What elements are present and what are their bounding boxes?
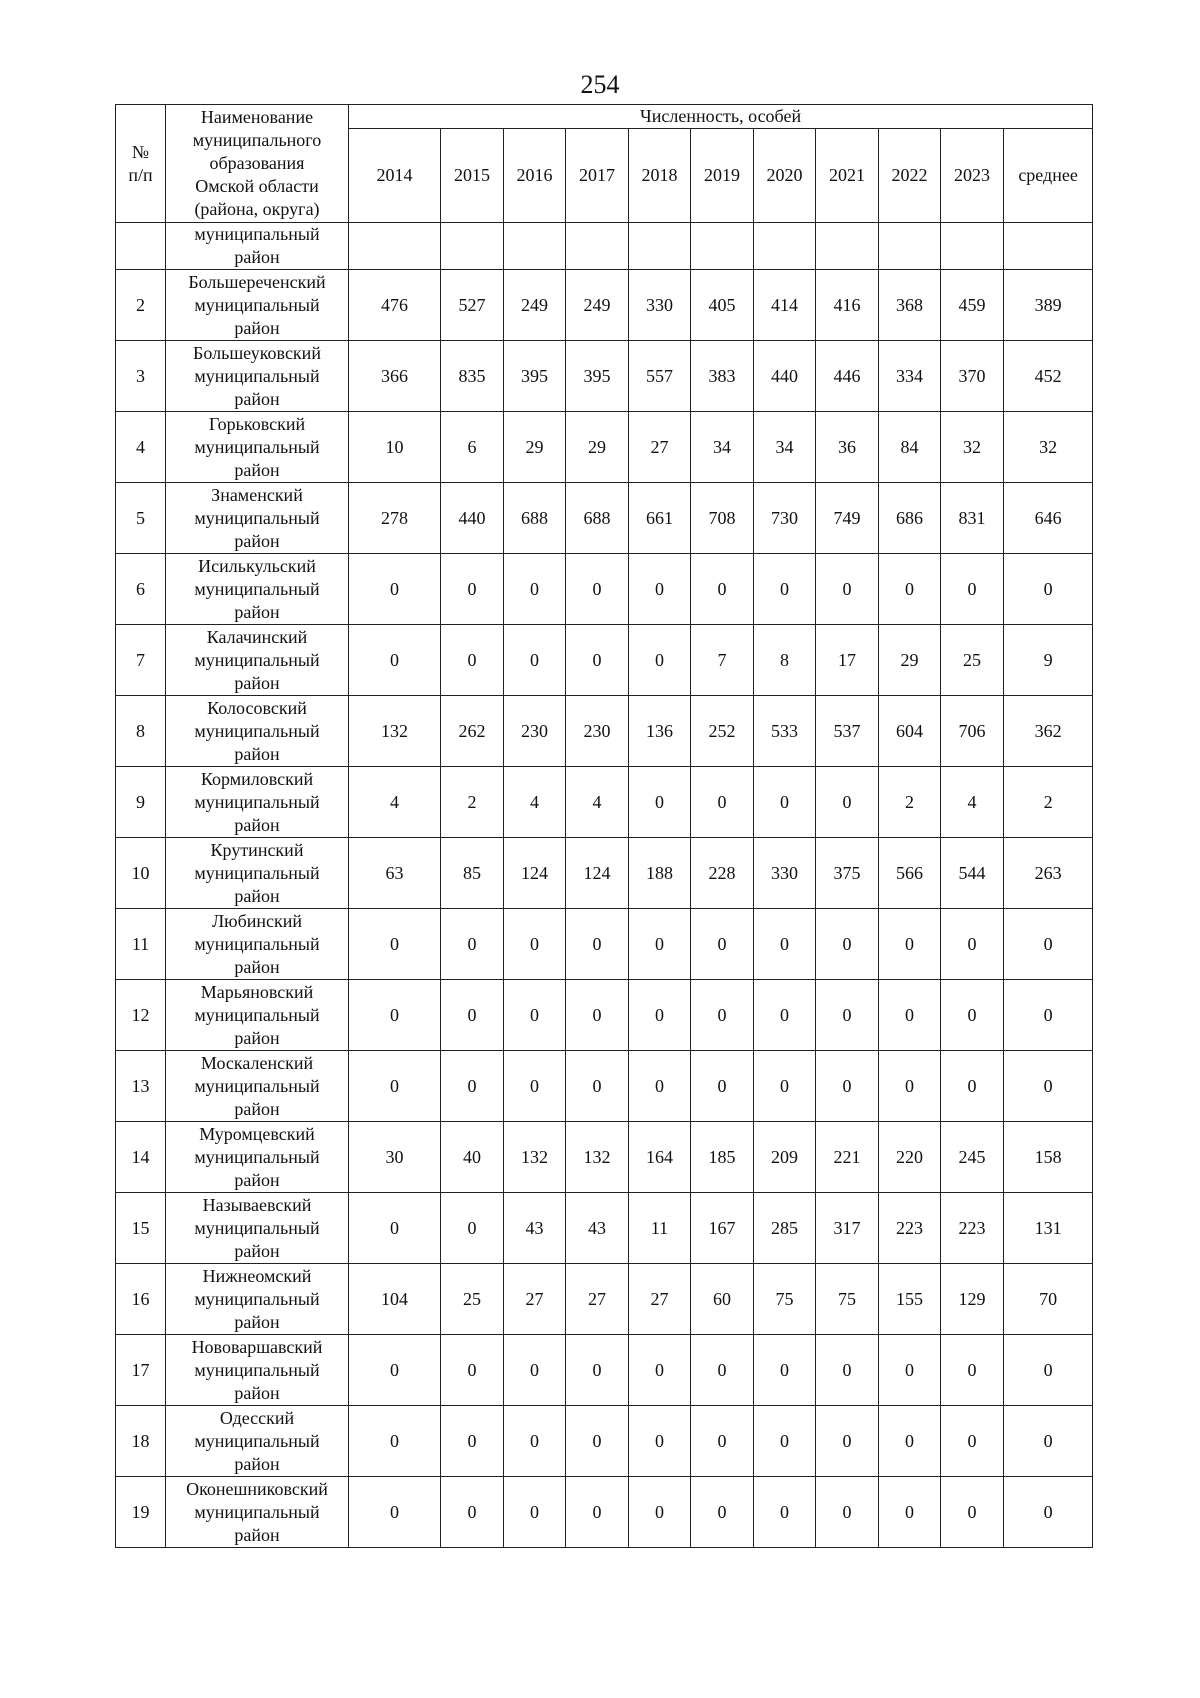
row-value: 0 <box>629 625 691 696</box>
row-num: 16 <box>116 1264 166 1335</box>
row-value: 0 <box>816 909 879 980</box>
row-value: 43 <box>504 1193 566 1264</box>
row-value: 278 <box>349 483 441 554</box>
row-value: 416 <box>816 270 879 341</box>
row-value: 60 <box>691 1264 754 1335</box>
row-value: 330 <box>754 838 816 909</box>
header-year: среднее <box>1004 129 1093 223</box>
row-value: 0 <box>816 554 879 625</box>
row-name: Колосовский муниципальный район <box>166 696 349 767</box>
table-row <box>116 696 1093 767</box>
row-value: 317 <box>816 1193 879 1264</box>
row-num: 11 <box>116 909 166 980</box>
row-value: 2 <box>879 767 941 838</box>
row-value: 0 <box>441 554 504 625</box>
row-value: 27 <box>504 1264 566 1335</box>
header-year: 2016 <box>504 129 566 223</box>
row-value: 249 <box>504 270 566 341</box>
row-value: 0 <box>349 1406 441 1477</box>
row-value: 9 <box>1004 625 1093 696</box>
row-value: 0 <box>691 909 754 980</box>
row-value <box>629 223 691 270</box>
row-value: 0 <box>754 1051 816 1122</box>
row-value: 0 <box>441 980 504 1051</box>
row-value: 0 <box>941 909 1004 980</box>
header-year: 2020 <box>754 129 816 223</box>
row-value: 0 <box>1004 909 1093 980</box>
population-table <box>115 104 1093 1548</box>
row-value: 0 <box>941 1335 1004 1406</box>
header-year: 2017 <box>566 129 629 223</box>
row-value: 0 <box>816 980 879 1051</box>
row-value: 124 <box>504 838 566 909</box>
row-value: 0 <box>691 1051 754 1122</box>
row-value: 131 <box>1004 1193 1093 1264</box>
table-row <box>116 980 1093 1051</box>
row-value: 29 <box>566 412 629 483</box>
page-number: 254 <box>580 70 620 99</box>
row-num: 3 <box>116 341 166 412</box>
row-value: 557 <box>629 341 691 412</box>
row-value: 136 <box>629 696 691 767</box>
row-value: 0 <box>349 554 441 625</box>
row-value: 0 <box>566 625 629 696</box>
row-value: 0 <box>441 1051 504 1122</box>
row-value: 0 <box>629 1477 691 1548</box>
row-value: 0 <box>566 1406 629 1477</box>
row-value: 537 <box>816 696 879 767</box>
row-value: 221 <box>816 1122 879 1193</box>
row-value: 405 <box>691 270 754 341</box>
row-value: 252 <box>691 696 754 767</box>
row-value: 0 <box>941 980 1004 1051</box>
row-name: Москаленский муниципальный район <box>166 1051 349 1122</box>
row-value: 661 <box>629 483 691 554</box>
row-value: 0 <box>941 1051 1004 1122</box>
row-value: 0 <box>879 1051 941 1122</box>
row-value: 0 <box>941 1477 1004 1548</box>
row-value: 0 <box>504 980 566 1051</box>
row-value: 330 <box>629 270 691 341</box>
row-value: 0 <box>629 554 691 625</box>
row-num: 15 <box>116 1193 166 1264</box>
header-row-top <box>116 105 1093 129</box>
row-value: 375 <box>816 838 879 909</box>
row-value: 730 <box>754 483 816 554</box>
row-name: Называевский муниципальный район <box>166 1193 349 1264</box>
table-row <box>116 1193 1093 1264</box>
row-value: 155 <box>879 1264 941 1335</box>
row-value: 30 <box>349 1122 441 1193</box>
table-row <box>116 1051 1093 1122</box>
row-value: 25 <box>441 1264 504 1335</box>
row-value: 164 <box>629 1122 691 1193</box>
row-num: 4 <box>116 412 166 483</box>
table-row <box>116 1477 1093 1548</box>
row-value: 362 <box>1004 696 1093 767</box>
row-name: Горьковский муниципальный район <box>166 412 349 483</box>
row-value: 0 <box>566 1335 629 1406</box>
continuation-row <box>116 223 1093 270</box>
table-row <box>116 270 1093 341</box>
row-value: 0 <box>349 625 441 696</box>
row-value: 32 <box>941 412 1004 483</box>
row-value: 0 <box>754 1335 816 1406</box>
row-value: 185 <box>691 1122 754 1193</box>
row-value: 0 <box>691 1335 754 1406</box>
row-value: 129 <box>941 1264 1004 1335</box>
row-value: 0 <box>629 1051 691 1122</box>
header-year: 2023 <box>941 129 1004 223</box>
row-value <box>1004 223 1093 270</box>
table-row <box>116 838 1093 909</box>
row-value: 4 <box>941 767 1004 838</box>
row-name: Марьяновский муниципальный район <box>166 980 349 1051</box>
row-value: 75 <box>816 1264 879 1335</box>
row-value: 0 <box>879 909 941 980</box>
row-value <box>691 223 754 270</box>
row-name: Кормиловский муниципальный район <box>166 767 349 838</box>
row-value: 0 <box>629 1335 691 1406</box>
row-num <box>116 223 166 270</box>
row-value: 414 <box>754 270 816 341</box>
row-value: 4 <box>504 767 566 838</box>
row-num: 2 <box>116 270 166 341</box>
row-value: 132 <box>566 1122 629 1193</box>
row-value: 749 <box>816 483 879 554</box>
row-value: 84 <box>879 412 941 483</box>
row-value: 0 <box>566 1477 629 1548</box>
header-group: Численность, особей <box>349 105 1093 129</box>
row-value: 32 <box>1004 412 1093 483</box>
row-num: 19 <box>116 1477 166 1548</box>
row-value: 0 <box>566 980 629 1051</box>
row-value: 527 <box>441 270 504 341</box>
row-name: муниципальный район <box>166 223 349 270</box>
row-value: 366 <box>349 341 441 412</box>
row-value: 452 <box>1004 341 1093 412</box>
table-row <box>116 1406 1093 1477</box>
row-value: 0 <box>691 1477 754 1548</box>
row-value: 0 <box>1004 980 1093 1051</box>
row-value: 27 <box>629 1264 691 1335</box>
row-value: 0 <box>566 1051 629 1122</box>
row-value: 245 <box>941 1122 1004 1193</box>
row-num: 8 <box>116 696 166 767</box>
row-value: 0 <box>504 554 566 625</box>
header-year: 2022 <box>879 129 941 223</box>
row-value: 0 <box>504 1051 566 1122</box>
row-value: 75 <box>754 1264 816 1335</box>
row-value: 0 <box>691 767 754 838</box>
row-num: 6 <box>116 554 166 625</box>
row-name: Любинский муниципальный район <box>166 909 349 980</box>
row-value <box>441 223 504 270</box>
row-value: 262 <box>441 696 504 767</box>
row-value: 0 <box>349 1335 441 1406</box>
row-value: 0 <box>504 1335 566 1406</box>
row-value: 0 <box>349 1477 441 1548</box>
row-name: Калачинский муниципальный район <box>166 625 349 696</box>
row-value <box>816 223 879 270</box>
row-value: 0 <box>566 554 629 625</box>
row-value: 11 <box>629 1193 691 1264</box>
row-value: 389 <box>1004 270 1093 341</box>
row-value: 285 <box>754 1193 816 1264</box>
row-value <box>504 223 566 270</box>
row-value: 0 <box>754 767 816 838</box>
table-row <box>116 1335 1093 1406</box>
row-name: Крутинский муниципальный район <box>166 838 349 909</box>
table-row <box>116 1122 1093 1193</box>
row-value: 544 <box>941 838 1004 909</box>
row-value: 0 <box>754 554 816 625</box>
row-value: 27 <box>566 1264 629 1335</box>
row-value: 0 <box>349 909 441 980</box>
table-row <box>116 341 1093 412</box>
row-value: 43 <box>566 1193 629 1264</box>
row-value: 706 <box>941 696 1004 767</box>
table-row <box>116 767 1093 838</box>
row-value: 0 <box>754 1406 816 1477</box>
row-value: 0 <box>566 909 629 980</box>
row-num: 9 <box>116 767 166 838</box>
row-value: 0 <box>816 767 879 838</box>
row-value: 0 <box>1004 1477 1093 1548</box>
row-value: 440 <box>441 483 504 554</box>
row-value: 10 <box>349 412 441 483</box>
row-value: 0 <box>441 909 504 980</box>
row-value: 566 <box>879 838 941 909</box>
header-year: 2014 <box>349 129 441 223</box>
row-value: 4 <box>566 767 629 838</box>
row-value: 0 <box>349 1193 441 1264</box>
row-value: 17 <box>816 625 879 696</box>
header-year: 2018 <box>629 129 691 223</box>
row-value: 0 <box>1004 1051 1093 1122</box>
row-value: 188 <box>629 838 691 909</box>
row-value <box>349 223 441 270</box>
row-num: 13 <box>116 1051 166 1122</box>
table-row <box>116 483 1093 554</box>
row-value: 0 <box>629 767 691 838</box>
row-name: Большереченский муниципальный район <box>166 270 349 341</box>
row-value: 104 <box>349 1264 441 1335</box>
header-year: 2019 <box>691 129 754 223</box>
row-value: 0 <box>941 1406 1004 1477</box>
row-value: 132 <box>504 1122 566 1193</box>
row-value: 29 <box>504 412 566 483</box>
row-value: 0 <box>816 1335 879 1406</box>
row-value: 0 <box>754 1477 816 1548</box>
header-name: Наименование муниципального образования Омской области (района, округа) <box>166 105 349 223</box>
row-value: 831 <box>941 483 1004 554</box>
row-name: Одесский муниципальный район <box>166 1406 349 1477</box>
row-value: 0 <box>879 1406 941 1477</box>
row-value: 0 <box>349 980 441 1051</box>
row-value: 688 <box>566 483 629 554</box>
row-value: 34 <box>691 412 754 483</box>
row-value: 395 <box>504 341 566 412</box>
row-num: 17 <box>116 1335 166 1406</box>
row-name: Большеуковский муниципальный район <box>166 341 349 412</box>
row-value: 27 <box>629 412 691 483</box>
row-value: 124 <box>566 838 629 909</box>
row-value: 0 <box>879 554 941 625</box>
row-value: 0 <box>816 1406 879 1477</box>
row-value: 835 <box>441 341 504 412</box>
row-value: 0 <box>1004 554 1093 625</box>
row-value: 0 <box>816 1477 879 1548</box>
row-value: 0 <box>504 1477 566 1548</box>
row-value: 6 <box>441 412 504 483</box>
row-value <box>566 223 629 270</box>
row-value: 230 <box>566 696 629 767</box>
row-value: 0 <box>441 1406 504 1477</box>
table-row <box>116 1264 1093 1335</box>
row-value: 0 <box>629 980 691 1051</box>
row-value: 209 <box>754 1122 816 1193</box>
row-value: 459 <box>941 270 1004 341</box>
row-value: 686 <box>879 483 941 554</box>
row-value: 646 <box>1004 483 1093 554</box>
row-value: 7 <box>691 625 754 696</box>
row-value: 34 <box>754 412 816 483</box>
row-value: 0 <box>504 625 566 696</box>
row-value: 688 <box>504 483 566 554</box>
row-value: 223 <box>879 1193 941 1264</box>
row-value: 708 <box>691 483 754 554</box>
row-value: 220 <box>879 1122 941 1193</box>
row-num: 14 <box>116 1122 166 1193</box>
row-value: 0 <box>691 980 754 1051</box>
row-value: 0 <box>1004 1335 1093 1406</box>
row-value: 228 <box>691 838 754 909</box>
row-value: 0 <box>441 1193 504 1264</box>
table-row <box>116 909 1093 980</box>
row-value: 263 <box>1004 838 1093 909</box>
row-value: 0 <box>691 1406 754 1477</box>
row-value: 0 <box>691 554 754 625</box>
row-value: 0 <box>441 1477 504 1548</box>
row-value: 0 <box>1004 1406 1093 1477</box>
table-row <box>116 554 1093 625</box>
row-value: 383 <box>691 341 754 412</box>
row-value: 230 <box>504 696 566 767</box>
row-value: 0 <box>629 909 691 980</box>
row-name: Муромцевский муниципальный район <box>166 1122 349 1193</box>
row-value <box>754 223 816 270</box>
row-value: 0 <box>941 554 1004 625</box>
row-value: 63 <box>349 838 441 909</box>
table-row <box>116 625 1093 696</box>
row-value: 25 <box>941 625 1004 696</box>
row-name: Оконешниковский муниципальный район <box>166 1477 349 1548</box>
row-num: 12 <box>116 980 166 1051</box>
row-value: 0 <box>879 1477 941 1548</box>
row-name: Исилькульский муниципальный район <box>166 554 349 625</box>
row-value: 440 <box>754 341 816 412</box>
row-value: 223 <box>941 1193 1004 1264</box>
row-value: 40 <box>441 1122 504 1193</box>
row-value: 0 <box>504 1406 566 1477</box>
row-value: 85 <box>441 838 504 909</box>
row-value: 8 <box>754 625 816 696</box>
row-value: 0 <box>441 625 504 696</box>
row-value: 0 <box>879 980 941 1051</box>
row-value: 29 <box>879 625 941 696</box>
header-num: № п/п <box>116 105 166 223</box>
header-year: 2015 <box>441 129 504 223</box>
row-name: Знаменский муниципальный район <box>166 483 349 554</box>
row-value: 0 <box>441 1335 504 1406</box>
row-value: 533 <box>754 696 816 767</box>
header-year: 2021 <box>816 129 879 223</box>
row-value: 0 <box>629 1406 691 1477</box>
row-value: 604 <box>879 696 941 767</box>
row-num: 10 <box>116 838 166 909</box>
row-value: 0 <box>754 909 816 980</box>
table-row <box>116 412 1093 483</box>
row-num: 7 <box>116 625 166 696</box>
row-value: 476 <box>349 270 441 341</box>
row-value: 167 <box>691 1193 754 1264</box>
row-value: 2 <box>441 767 504 838</box>
row-value: 249 <box>566 270 629 341</box>
row-num: 5 <box>116 483 166 554</box>
row-value: 446 <box>816 341 879 412</box>
row-value: 0 <box>349 1051 441 1122</box>
row-value: 368 <box>879 270 941 341</box>
row-value: 395 <box>566 341 629 412</box>
row-value: 2 <box>1004 767 1093 838</box>
row-num: 18 <box>116 1406 166 1477</box>
row-value: 0 <box>754 980 816 1051</box>
row-value: 334 <box>879 341 941 412</box>
row-value: 4 <box>349 767 441 838</box>
row-value <box>941 223 1004 270</box>
row-value: 70 <box>1004 1264 1093 1335</box>
row-value <box>879 223 941 270</box>
row-value: 132 <box>349 696 441 767</box>
row-value: 0 <box>504 909 566 980</box>
row-value: 370 <box>941 341 1004 412</box>
row-value: 158 <box>1004 1122 1093 1193</box>
row-name: Нижнеомский муниципальный район <box>166 1264 349 1335</box>
row-value: 36 <box>816 412 879 483</box>
row-value: 0 <box>816 1051 879 1122</box>
row-value: 0 <box>879 1335 941 1406</box>
row-name: Нововаршавский муниципальный район <box>166 1335 349 1406</box>
